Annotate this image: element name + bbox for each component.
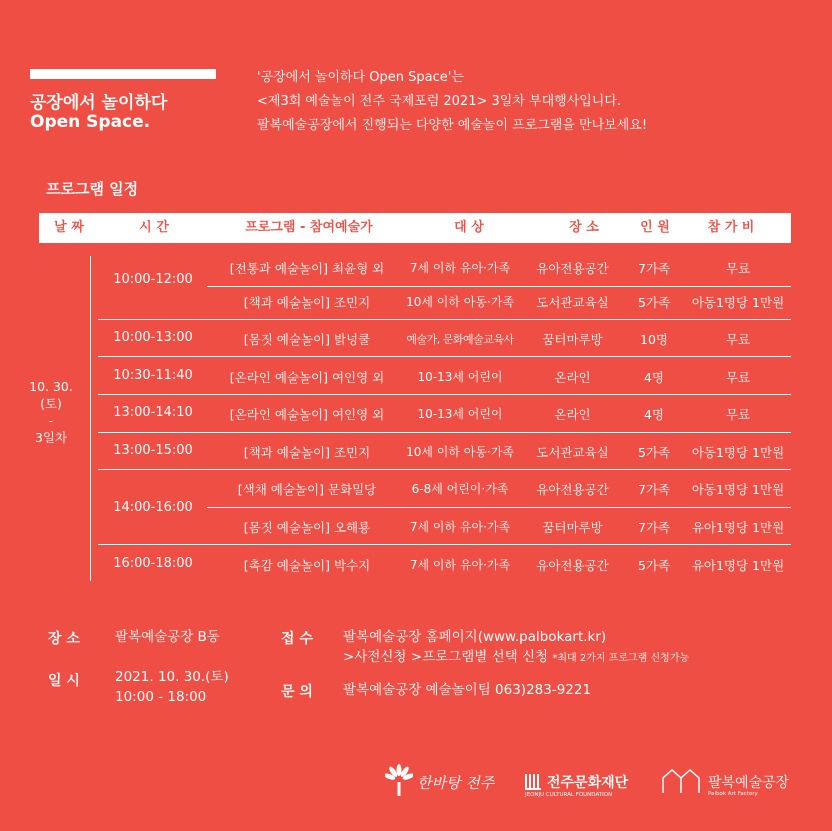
place-cell: 온라인 xyxy=(554,370,591,385)
contact-value: 팔복예술공장 예술놀이팀 063)283-9221 xyxy=(343,682,592,698)
date-line-3: - xyxy=(48,413,54,428)
schedule-title: 프로그램 일정 xyxy=(46,180,139,198)
foundation-icon xyxy=(525,772,543,792)
factory-roof-icon xyxy=(662,768,704,794)
people-cell: 4명 xyxy=(643,370,665,385)
apply-steps: >사전신청 >프로그램별 선택 신청 xyxy=(343,649,549,665)
people-cell: 5가족 xyxy=(637,445,671,460)
intro-line-3: 팔복예술공장에서 진행되는 다양한 예술놀이 프로그램을 만나보세요! xyxy=(257,118,648,133)
fee-cell: 아동1명당 1만원 xyxy=(691,445,785,460)
apply-value-line-2 xyxy=(343,647,689,669)
foundation-logo-text: 전주문화재단 xyxy=(547,775,629,791)
program-cell: [온라인 예술놀이] 여인영 외 xyxy=(229,407,385,422)
time-cell: 13:00-15:00 xyxy=(113,443,193,458)
place-cell: 꿈터마루방 xyxy=(542,520,603,535)
schedule-table-header xyxy=(39,213,791,243)
fee-cell: 무료 xyxy=(725,332,751,347)
place-cell: 유아전용공간 xyxy=(536,482,609,497)
fee-cell: 유아1명당 1만원 xyxy=(691,520,785,535)
date-value-line-2: 10:00 - 18:00 xyxy=(115,689,207,705)
place-value: 팔복예술공장 B동 xyxy=(115,629,220,645)
row-divider xyxy=(98,319,791,320)
time-cell: 14:00-16:00 xyxy=(113,500,193,515)
place-cell: 온라인 xyxy=(554,407,591,422)
row-divider xyxy=(207,507,791,508)
col-program: 프로그램 - 참여예술가 xyxy=(245,220,373,235)
col-time: 시 간 xyxy=(139,220,169,235)
date-value-line-1: 2021. 10. 30.(토) xyxy=(115,669,229,685)
apply-label: 접 수 xyxy=(281,631,313,647)
foundation-logo-subtext: JEONJU CULTURAL FOUNDATION xyxy=(525,792,613,798)
target-cell: 10세 이하 아동·가족 xyxy=(406,445,514,459)
place-cell: 도서관교육실 xyxy=(536,295,609,310)
row-divider xyxy=(98,432,791,433)
target-cell: 10세 이하 아동·가족 xyxy=(406,295,514,309)
row-divider xyxy=(98,544,791,545)
col-place: 장 소 xyxy=(569,220,599,235)
event-title-en: Open Space. xyxy=(30,112,151,132)
place-cell: 유아전용공간 xyxy=(536,558,609,573)
palbok-logo-subtext: Palbok Art Factory xyxy=(708,791,758,797)
program-cell: [책과 예술놀이] 조민지 xyxy=(243,445,371,460)
row-divider xyxy=(98,356,791,357)
date-line-1: 10. 30. xyxy=(29,379,73,394)
fee-cell: 아동1명당 1만원 xyxy=(691,295,785,310)
apply-value xyxy=(343,627,689,669)
fee-cell: 무료 xyxy=(725,407,751,422)
people-cell: 7가족 xyxy=(637,482,671,497)
time-cell: 10:00-13:00 xyxy=(113,330,193,345)
flower-icon xyxy=(385,764,413,798)
event-title-ko: 공장에서 놀이하다 xyxy=(30,93,168,113)
people-cell: 10명 xyxy=(640,332,668,347)
people-cell: 5가족 xyxy=(637,558,671,573)
intro-line-1: '공장에서 놀이하다 Open Space'는 xyxy=(257,70,464,85)
target-cell: 7세 이하 유아·가족 xyxy=(409,261,511,275)
people-cell: 4명 xyxy=(643,407,665,422)
program-cell: [책과 예술놀이] 조민지 xyxy=(243,295,371,310)
date-label: 일 시 xyxy=(48,673,80,689)
date-line-4: 3일차 xyxy=(34,430,68,445)
target-cell: 예술가, 문화예술교육사 xyxy=(406,333,514,346)
program-cell: [온라인 예술놀이] 여인영 외 xyxy=(229,370,385,385)
fee-cell: 아동1명당 1만원 xyxy=(691,482,785,497)
date-value xyxy=(115,667,229,707)
apply-note: *최대 2가지 프로그램 신청가능 xyxy=(552,653,690,664)
intro-text xyxy=(257,66,647,138)
time-cell: 10:30-11:40 xyxy=(113,368,193,383)
program-cell: [촉감 예술놀이] 박수지 xyxy=(243,558,371,573)
place-cell: 꿈터마루방 xyxy=(542,332,603,347)
time-cell: 16:00-18:00 xyxy=(113,556,193,571)
target-cell: 7세 이하 유아·가족 xyxy=(409,520,511,534)
intro-line-2: <제3회 예술놀이 전주 국제포럼 2021> 3일차 부대행사입니다. xyxy=(257,94,622,109)
row-divider xyxy=(98,394,791,395)
date-line-2: (토) xyxy=(40,396,62,411)
contact-label: 문 의 xyxy=(281,684,313,700)
target-cell: 10-13세 어린이 xyxy=(417,407,503,421)
row-divider xyxy=(207,286,791,287)
program-cell: [전통과 예술놀이] 최윤형 외 xyxy=(229,261,385,276)
place-label: 장 소 xyxy=(48,631,80,647)
fee-cell: 무료 xyxy=(725,370,751,385)
date-divider xyxy=(90,256,91,581)
apply-value-line-1: 팔복예술공장 홈페이지(www.palbokart.kr) xyxy=(343,629,607,645)
palbok-logo-text: 팔복예술공장 xyxy=(708,775,790,791)
people-cell: 7가족 xyxy=(637,261,671,276)
target-cell: 6-8세 어린이·가족 xyxy=(411,482,509,496)
fee-cell: 무료 xyxy=(725,261,751,276)
col-date: 날 짜 xyxy=(54,220,84,235)
jeonju-logo-text: 한바탕 전주 xyxy=(417,774,495,792)
col-people: 인 원 xyxy=(640,220,670,235)
header-bar xyxy=(30,69,216,79)
time-cell: 10:00-12:00 xyxy=(113,272,193,287)
col-target: 대 상 xyxy=(454,220,484,235)
place-cell: 도서관교육실 xyxy=(536,445,609,460)
col-fee: 참 가 비 xyxy=(707,220,755,235)
people-cell: 7가족 xyxy=(637,520,671,535)
program-cell: [몸짓 예술놀이] 밝넝쿨 xyxy=(243,332,371,347)
time-cell: 13:00-14:10 xyxy=(113,405,193,420)
target-cell: 10-13세 어린이 xyxy=(417,370,503,384)
place-cell: 유아전용공간 xyxy=(536,261,609,276)
schedule-date xyxy=(28,378,74,446)
target-cell: 7세 이하 유아·가족 xyxy=(409,558,511,572)
fee-cell: 유아1명당 1만원 xyxy=(691,558,785,573)
program-cell: [몸짓 예술놀이] 오해룡 xyxy=(243,520,371,535)
row-divider xyxy=(98,469,791,470)
program-cell: [색채 예술놀이] 문화밀당 xyxy=(237,482,377,497)
people-cell: 5가족 xyxy=(637,295,671,310)
